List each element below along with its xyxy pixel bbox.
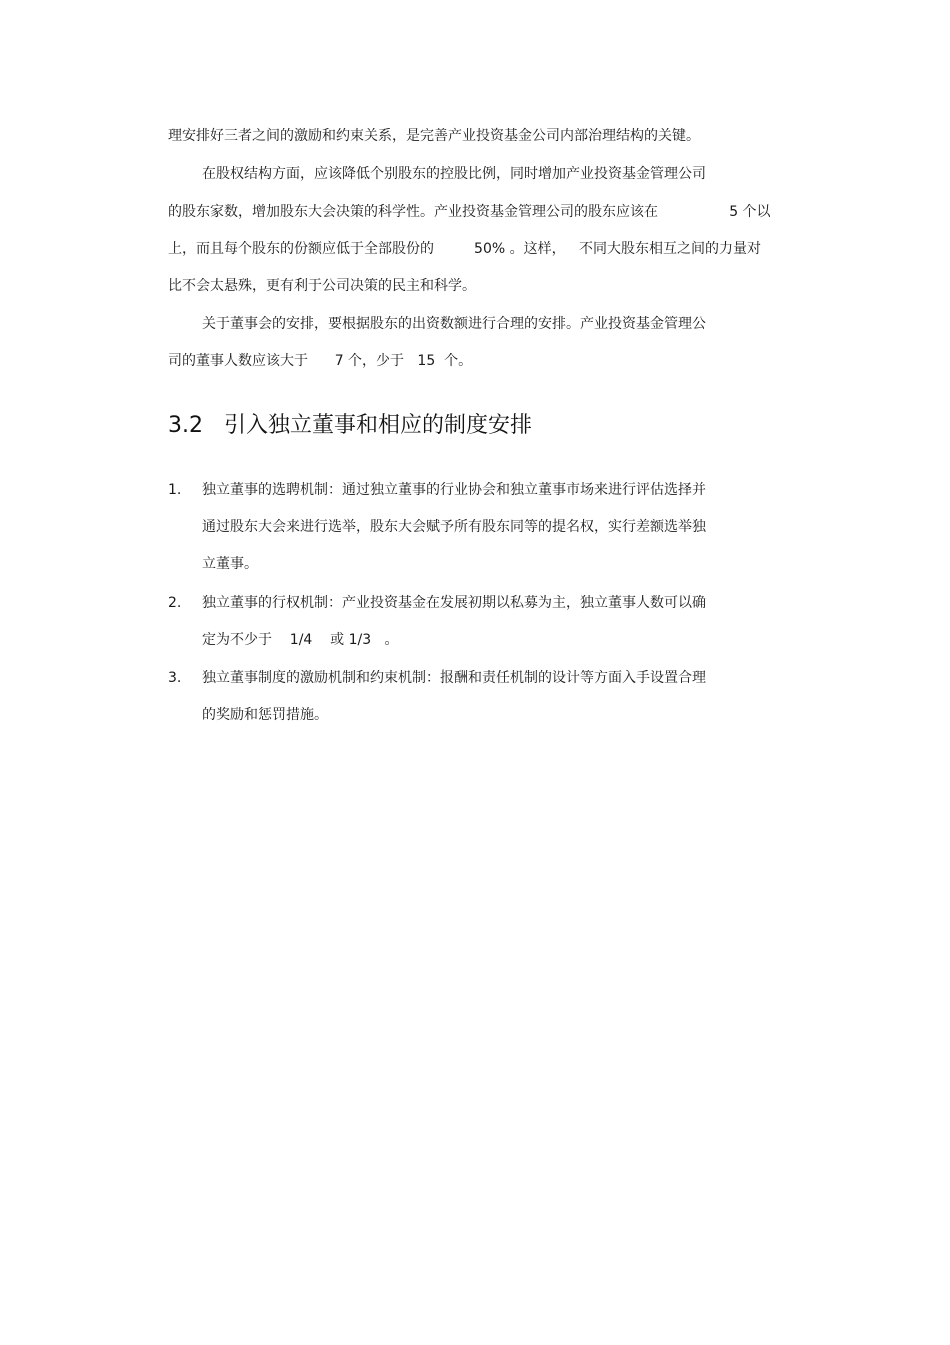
list-item-line: 独立董事的行权机制：产业投资基金在发展初期以私募为主，独立董事人数可以确 xyxy=(202,595,706,611)
list-item-line: 定为不少于 1/4 或 1/3 。 xyxy=(202,632,399,648)
list-item-number: 1. xyxy=(168,482,182,498)
section-heading: 3.2 引入独立董事和相应的制度安排 xyxy=(168,413,532,438)
list-item-line: 通过股东大会来进行选举，股东大会赋予所有股东同等的提名权，实行差额选举独 xyxy=(202,519,706,535)
paragraph-line: 在股权结构方面，应该降低个别股东的控股比例，同时增加产业投资基金管理公司 xyxy=(202,166,706,182)
list-item-number: 2. xyxy=(168,595,182,611)
list-item-line: 立董事。 xyxy=(202,556,258,572)
paragraph-line: 上，而且每个股东的份额应低于全部股份的 50% 。这样， 不同大股东相互之间的力量对 xyxy=(168,241,761,257)
list-item-line: 的奖励和惩罚措施。 xyxy=(202,707,328,723)
paragraph-line: 司的董事人数应该大于 7 个，少于 15 个。 xyxy=(168,353,473,369)
paragraph-line: 理安排好三者之间的激励和约束关系，是完善产业投资基金公司内部治理结构的关键。 xyxy=(168,128,700,144)
paragraph-line: 比不会太悬殊，更有利于公司决策的民主和科学。 xyxy=(168,278,476,294)
list-item-number: 3. xyxy=(168,670,182,686)
list-item-line: 独立董事制度的激励机制和约束机制：报酬和责任机制的设计等方面入手设置合理 xyxy=(202,670,706,686)
paragraph-line: 的股东家数，增加股东大会决策的科学性。产业投资基金管理公司的股东应该在 5 个以 xyxy=(168,204,771,220)
list-item-line: 独立董事的选聘机制：通过独立董事的行业协会和独立董事市场来进行评估选择并 xyxy=(202,482,706,498)
paragraph-line: 关于董事会的安排，要根据股东的出资数额进行合理的安排。产业投资基金管理公 xyxy=(202,316,706,332)
